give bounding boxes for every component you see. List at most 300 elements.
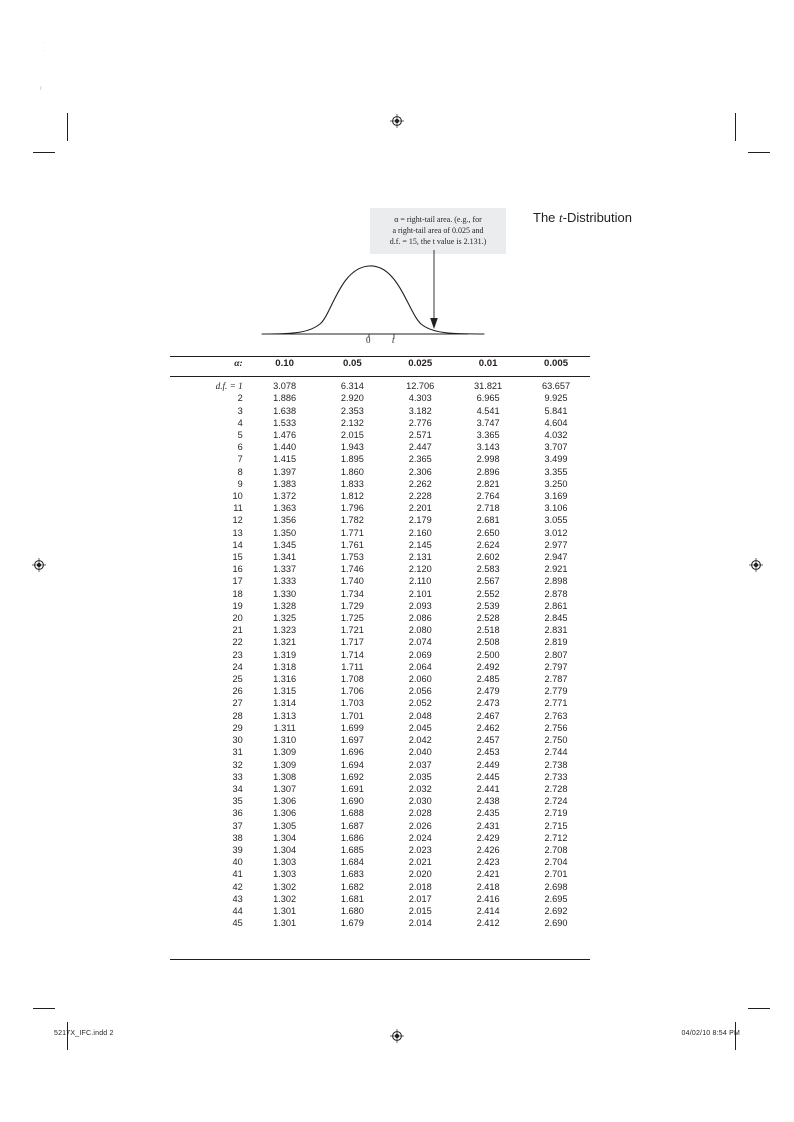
table-cell: 1.886 bbox=[273, 393, 297, 404]
table-cell: 31.821 bbox=[474, 381, 503, 392]
table-cell: 2.438 bbox=[476, 796, 500, 807]
table-cell: 1.356 bbox=[273, 515, 297, 526]
table-row bbox=[170, 795, 590, 807]
row-label: 4 bbox=[237, 417, 243, 428]
table-cell: 1.363 bbox=[273, 503, 297, 514]
table-cell: 2.539 bbox=[476, 600, 500, 611]
table-cell: 2.306 bbox=[408, 466, 432, 477]
table-row bbox=[170, 453, 590, 465]
table-cell: 2.583 bbox=[476, 564, 500, 575]
alpha-header-cell: α: bbox=[234, 358, 243, 369]
table-cell: 1.397 bbox=[273, 466, 297, 477]
table-row bbox=[170, 429, 590, 441]
row-label: 41 bbox=[232, 869, 243, 880]
row-label: 2 bbox=[237, 393, 243, 404]
table-cell: 1.309 bbox=[273, 759, 297, 770]
row-label: 30 bbox=[232, 735, 243, 746]
table-cell: 1.753 bbox=[340, 552, 364, 563]
row-label: 14 bbox=[232, 539, 243, 550]
table-cell: 1.679 bbox=[340, 918, 364, 929]
row-label: 25 bbox=[232, 674, 243, 685]
table-cell: 2.602 bbox=[476, 552, 500, 563]
table-cell: 3.499 bbox=[544, 454, 568, 465]
corner-artifact-3: r bbox=[40, 86, 42, 92]
table-cell: 2.552 bbox=[476, 588, 500, 599]
table-cell: 1.307 bbox=[273, 783, 297, 794]
row-label: 44 bbox=[232, 905, 243, 916]
registration-mark-bottom bbox=[390, 1029, 404, 1043]
table-cell: 2.492 bbox=[476, 661, 500, 672]
table-cell: 1.304 bbox=[273, 844, 297, 855]
table-cell: 1.734 bbox=[340, 588, 364, 599]
table-cell: 2.426 bbox=[476, 844, 500, 855]
table-cell: 2.500 bbox=[476, 649, 500, 660]
row-label: 35 bbox=[232, 796, 243, 807]
table-cell: 1.686 bbox=[340, 832, 364, 843]
table-cell: 1.708 bbox=[340, 674, 364, 685]
table-row bbox=[170, 539, 590, 551]
table-cell: 2.110 bbox=[409, 576, 432, 587]
table-cell: 1.308 bbox=[273, 771, 297, 782]
table-cell: 1.729 bbox=[340, 600, 364, 611]
table-cell: 2.179 bbox=[408, 515, 432, 526]
table-cell: 2.101 bbox=[408, 588, 432, 599]
table-cell: 2.921 bbox=[544, 564, 568, 575]
row-label: 11 bbox=[233, 503, 243, 514]
table-cell: 2.449 bbox=[476, 759, 500, 770]
table-cell: 1.319 bbox=[273, 649, 297, 660]
table-cell: 2.132 bbox=[340, 417, 364, 428]
table-cell: 2.457 bbox=[476, 735, 500, 746]
table-cell: 2.473 bbox=[476, 698, 500, 709]
table-cell: 2.201 bbox=[408, 503, 432, 514]
row-label: 34 bbox=[232, 783, 243, 794]
table-cell: 1.721 bbox=[340, 625, 364, 636]
table-cell: 1.717 bbox=[340, 637, 364, 648]
table-cell: 2.441 bbox=[476, 783, 500, 794]
row-label: 7 bbox=[237, 454, 243, 465]
table-header-row bbox=[170, 356, 590, 374]
row-label: 12 bbox=[232, 515, 243, 526]
table-cell: 2.701 bbox=[544, 869, 568, 880]
table-cell: 2.764 bbox=[476, 491, 500, 502]
table-cell: 1.303 bbox=[273, 869, 297, 880]
table-cell: 2.048 bbox=[408, 710, 432, 721]
row-label: 10 bbox=[232, 491, 243, 502]
table-row bbox=[170, 783, 590, 795]
row-label: 21 bbox=[232, 625, 243, 636]
table-cell: 2.045 bbox=[408, 722, 432, 733]
page-title bbox=[533, 210, 632, 226]
table-cell: 1.684 bbox=[340, 857, 364, 868]
table-cell: 1.341 bbox=[273, 552, 297, 563]
table-row bbox=[170, 575, 590, 587]
row-label: 37 bbox=[232, 820, 243, 831]
table-cell: 2.052 bbox=[408, 698, 432, 709]
table-row bbox=[170, 710, 590, 722]
row-label: 26 bbox=[232, 686, 243, 697]
table-cell: 9.925 bbox=[544, 393, 568, 404]
table-cell: 2.037 bbox=[408, 759, 432, 770]
table-cell: 2.771 bbox=[544, 698, 568, 709]
table-cell: 2.421 bbox=[476, 869, 500, 880]
table-cell: 2.015 bbox=[408, 905, 432, 916]
table-cell: 2.017 bbox=[408, 893, 432, 904]
table-cell: 2.035 bbox=[408, 771, 432, 782]
table-cell: 2.733 bbox=[544, 771, 568, 782]
table-cell: 2.064 bbox=[408, 661, 432, 672]
table-cell: 2.698 bbox=[544, 881, 568, 892]
table-cell: 3.182 bbox=[408, 405, 432, 416]
table-cell: 2.650 bbox=[476, 527, 500, 538]
table-cell: 1.714 bbox=[340, 649, 364, 660]
row-label: 39 bbox=[232, 844, 243, 855]
table-cell: 2.467 bbox=[476, 710, 500, 721]
table-cell: 1.321 bbox=[273, 637, 297, 648]
row-label: 27 bbox=[232, 698, 243, 709]
row-label: 13 bbox=[232, 527, 243, 538]
table-cell: 1.315 bbox=[273, 686, 297, 697]
row-label: 24 bbox=[232, 661, 243, 672]
table-row bbox=[170, 649, 590, 661]
table-cell: 2.845 bbox=[544, 613, 568, 624]
table-cell: 2.718 bbox=[476, 503, 500, 514]
table-cell: 1.309 bbox=[273, 747, 297, 758]
table-cell: 2.763 bbox=[544, 710, 568, 721]
table-row bbox=[170, 588, 590, 600]
table-cell: 2.021 bbox=[408, 857, 432, 868]
corner-artifact-1: · bbox=[42, 40, 44, 46]
table-cell: 1.638 bbox=[273, 405, 297, 416]
table-cell: 2.414 bbox=[476, 905, 500, 916]
registration-mark-top bbox=[390, 114, 404, 128]
callout-line-3: d.f. = 15, the t value is 2.131.) bbox=[389, 237, 487, 247]
table-cell: 2.069 bbox=[408, 649, 432, 660]
table-cell: 3.250 bbox=[544, 478, 568, 489]
table-cell: 2.977 bbox=[544, 539, 568, 550]
table-row bbox=[170, 563, 590, 575]
table-cell: 1.303 bbox=[273, 857, 297, 868]
table-cell: 2.819 bbox=[544, 637, 568, 648]
row-label: 40 bbox=[232, 857, 243, 868]
row-label: 17 bbox=[232, 576, 243, 587]
table-row bbox=[170, 759, 590, 771]
t-distribution-table bbox=[170, 356, 590, 929]
table-cell: 5.841 bbox=[544, 405, 568, 416]
table-cell: 1.325 bbox=[273, 613, 297, 624]
row-label: 16 bbox=[232, 564, 243, 575]
table-cell: 1.706 bbox=[340, 686, 364, 697]
row-label: 22 bbox=[232, 637, 243, 648]
table-cell: 6.965 bbox=[476, 393, 500, 404]
table-cell: 2.080 bbox=[408, 625, 432, 636]
row-label: 23 bbox=[232, 649, 243, 660]
row-label: d.f. = 1 bbox=[215, 381, 243, 392]
table-cell: 1.301 bbox=[273, 918, 297, 929]
table-cell: 2.416 bbox=[476, 893, 500, 904]
row-label: 28 bbox=[232, 710, 243, 721]
column-header-3: 0.01 bbox=[478, 358, 498, 369]
table-cell: 1.771 bbox=[340, 527, 364, 538]
row-label: 31 bbox=[232, 747, 243, 758]
table-row bbox=[170, 893, 590, 905]
table-cell: 1.694 bbox=[340, 759, 364, 770]
table-cell: 1.328 bbox=[273, 600, 297, 611]
table-cell: 2.060 bbox=[408, 674, 432, 685]
table-cell: 2.896 bbox=[476, 466, 500, 477]
row-label: 45 bbox=[232, 918, 243, 929]
footer-file-slug: 5217X_IFC.indd 2 bbox=[54, 1030, 114, 1037]
table-cell: 2.508 bbox=[476, 637, 500, 648]
crop-mark-right-top bbox=[748, 152, 770, 153]
table-row bbox=[170, 697, 590, 709]
table-cell: 2.518 bbox=[476, 625, 500, 636]
table-cell: 2.779 bbox=[544, 686, 568, 697]
table-cell: 1.703 bbox=[340, 698, 364, 709]
row-label: 18 bbox=[232, 588, 243, 599]
table-cell: 2.412 bbox=[476, 918, 500, 929]
table-cell: 2.898 bbox=[544, 576, 568, 587]
table-cell: 2.018 bbox=[408, 881, 432, 892]
table-cell: 1.682 bbox=[340, 881, 364, 892]
table-cell: 2.920 bbox=[340, 393, 364, 404]
table-cell: 2.567 bbox=[476, 576, 500, 587]
table-cell: 1.812 bbox=[340, 491, 364, 502]
table-cell: 2.093 bbox=[408, 600, 432, 611]
table-row bbox=[170, 636, 590, 648]
table-row bbox=[170, 490, 590, 502]
table-row bbox=[170, 685, 590, 697]
column-header-1: 0.05 bbox=[343, 358, 362, 369]
row-label: 3 bbox=[237, 405, 243, 416]
table-cell: 2.024 bbox=[408, 832, 432, 843]
table-cell: 2.423 bbox=[476, 857, 500, 868]
table-row bbox=[170, 881, 590, 893]
corner-artifact-2: · bbox=[42, 48, 44, 54]
table-row bbox=[170, 600, 590, 612]
table-cell: 2.040 bbox=[408, 747, 432, 758]
table-cell: 2.074 bbox=[408, 637, 432, 648]
table-cell: 3.707 bbox=[544, 442, 568, 453]
table-row bbox=[170, 832, 590, 844]
table-cell: 2.145 bbox=[408, 539, 432, 550]
table-cell: 1.683 bbox=[340, 869, 364, 880]
table-cell: 2.750 bbox=[544, 735, 568, 746]
table-row bbox=[170, 905, 590, 917]
registration-mark-left bbox=[32, 558, 46, 572]
row-label: 5 bbox=[237, 430, 243, 441]
table-cell: 2.998 bbox=[476, 454, 500, 465]
table-cell: 2.228 bbox=[408, 491, 432, 502]
table-row bbox=[170, 673, 590, 685]
table-cell: 3.106 bbox=[544, 503, 568, 514]
table-cell: 2.120 bbox=[408, 564, 432, 575]
table-cell: 1.761 bbox=[340, 539, 364, 550]
callout-line-1: α = right-tail area. (e.g., for bbox=[394, 215, 482, 224]
registration-mark-right bbox=[749, 558, 763, 572]
row-label: 8 bbox=[237, 466, 243, 477]
table-cell: 2.738 bbox=[544, 759, 568, 770]
table-cell: 1.746 bbox=[340, 564, 364, 575]
table-cell: 2.708 bbox=[544, 844, 568, 855]
table-cell: 1.330 bbox=[273, 588, 297, 599]
row-label: 33 bbox=[232, 771, 243, 782]
table-cell: 2.020 bbox=[408, 869, 432, 880]
table-cell: 2.807 bbox=[544, 649, 568, 660]
table-cell: 2.262 bbox=[408, 478, 432, 489]
table-cell: 4.604 bbox=[544, 417, 568, 428]
row-label: 29 bbox=[232, 722, 243, 733]
table-cell: 1.314 bbox=[273, 698, 297, 709]
table-cell: 1.943 bbox=[340, 442, 364, 453]
table-cell: 1.725 bbox=[340, 613, 364, 624]
table-cell: 2.728 bbox=[544, 783, 568, 794]
table-cell: 2.528 bbox=[476, 613, 500, 624]
table-row bbox=[170, 722, 590, 734]
table-cell: 1.301 bbox=[273, 905, 297, 916]
table-cell: 1.687 bbox=[340, 820, 364, 831]
table-row bbox=[170, 868, 590, 880]
table-cell: 2.787 bbox=[544, 674, 568, 685]
crop-mark-left-top bbox=[33, 152, 55, 153]
table-cell: 2.712 bbox=[544, 832, 568, 843]
footer-timestamp: 04/02/10 8:54 PM bbox=[681, 1030, 740, 1037]
table-cell: 1.688 bbox=[340, 808, 364, 819]
page-title-suffix: -Distribution bbox=[562, 210, 632, 225]
table-rule-bottom bbox=[170, 959, 590, 960]
table-cell: 1.796 bbox=[340, 503, 364, 514]
column-header-4: 0.005 bbox=[544, 358, 569, 369]
table-row bbox=[170, 380, 590, 392]
table-cell: 1.680 bbox=[340, 905, 364, 916]
table-cell: 1.690 bbox=[340, 796, 364, 807]
table-cell: 1.337 bbox=[273, 564, 297, 575]
table-cell: 1.302 bbox=[273, 893, 297, 904]
table-row bbox=[170, 612, 590, 624]
table-row bbox=[170, 734, 590, 746]
table-row bbox=[170, 502, 590, 514]
table-cell: 4.303 bbox=[408, 393, 432, 404]
table-row bbox=[170, 417, 590, 429]
table-cell: 1.692 bbox=[340, 771, 364, 782]
table-cell: 1.415 bbox=[273, 454, 297, 465]
table-cell: 3.143 bbox=[476, 442, 500, 453]
row-label: 36 bbox=[232, 808, 243, 819]
table-cell: 1.310 bbox=[273, 735, 297, 746]
table-cell: 2.028 bbox=[408, 808, 432, 819]
table-cell: 2.056 bbox=[408, 686, 432, 697]
row-label: 19 bbox=[232, 600, 243, 611]
column-header-2: 0.025 bbox=[408, 358, 433, 369]
table-cell: 2.831 bbox=[544, 625, 568, 636]
table-cell: 2.131 bbox=[408, 552, 432, 563]
table-cell: 6.314 bbox=[340, 381, 364, 392]
table-cell: 1.782 bbox=[340, 515, 364, 526]
table-cell: 2.624 bbox=[476, 539, 500, 550]
table-cell: 1.440 bbox=[273, 442, 297, 453]
table-row bbox=[170, 746, 590, 758]
table-cell: 2.014 bbox=[408, 918, 432, 929]
table-cell: 4.541 bbox=[476, 405, 500, 416]
table-cell: 1.860 bbox=[340, 466, 364, 477]
table-cell: 1.350 bbox=[273, 527, 297, 538]
table-cell: 3.055 bbox=[544, 515, 568, 526]
table-cell: 2.445 bbox=[476, 771, 500, 782]
table-cell: 2.719 bbox=[544, 808, 568, 819]
table-cell: 2.756 bbox=[544, 722, 568, 733]
table-cell: 2.160 bbox=[408, 527, 432, 538]
table-cell: 3.078 bbox=[273, 381, 297, 392]
table-row bbox=[170, 441, 590, 453]
table-cell: 2.030 bbox=[408, 796, 432, 807]
crop-mark-top-right bbox=[735, 113, 736, 141]
table-cell: 2.086 bbox=[408, 613, 432, 624]
table-cell: 3.012 bbox=[544, 527, 568, 538]
table-row bbox=[170, 466, 590, 478]
table-cell: 2.878 bbox=[544, 588, 568, 599]
column-header-0: 0.10 bbox=[275, 358, 294, 369]
table-cell: 2.704 bbox=[544, 857, 568, 868]
crop-mark-right-bottom bbox=[748, 1008, 770, 1009]
table-row bbox=[170, 392, 590, 404]
table-cell: 2.453 bbox=[476, 747, 500, 758]
table-cell: 1.311 bbox=[273, 722, 296, 733]
table-cell: 3.169 bbox=[544, 491, 568, 502]
crop-mark-top-left bbox=[67, 113, 68, 141]
table-cell: 2.429 bbox=[476, 832, 500, 843]
row-label: 38 bbox=[232, 832, 243, 843]
row-label: 9 bbox=[237, 478, 243, 489]
row-label: 32 bbox=[232, 759, 243, 770]
table-cell: 2.365 bbox=[408, 454, 432, 465]
table-row bbox=[170, 844, 590, 856]
table-cell: 1.895 bbox=[340, 454, 364, 465]
table-cell: 1.372 bbox=[273, 491, 297, 502]
table-cell: 2.715 bbox=[544, 820, 568, 831]
page-title-prefix: The bbox=[533, 210, 560, 225]
page-title-italic: t bbox=[559, 210, 563, 225]
table-row bbox=[170, 551, 590, 563]
table-cell: 1.313 bbox=[273, 710, 297, 721]
axis-label-zero: 0 bbox=[366, 335, 371, 345]
table-cell: 1.533 bbox=[273, 417, 297, 428]
table-row bbox=[170, 917, 590, 929]
table-cell: 1.691 bbox=[340, 783, 364, 794]
table-cell: 1.833 bbox=[340, 478, 364, 489]
table-cell: 1.306 bbox=[273, 796, 297, 807]
callout-line-2: a right-tail area of 0.025 and bbox=[392, 226, 484, 236]
table-row bbox=[170, 820, 590, 832]
table-cell: 1.323 bbox=[273, 625, 297, 636]
table-cell: 1.316 bbox=[273, 674, 297, 685]
table-cell: 2.744 bbox=[544, 747, 568, 758]
table-cell: 1.302 bbox=[273, 881, 297, 892]
table-cell: 2.797 bbox=[544, 661, 568, 672]
table-cell: 2.947 bbox=[544, 552, 568, 563]
table-cell: 2.690 bbox=[544, 918, 568, 929]
table-cell: 1.699 bbox=[340, 722, 364, 733]
table-cell: 3.355 bbox=[544, 466, 568, 477]
table-cell: 1.685 bbox=[340, 844, 364, 855]
table-cell: 63.657 bbox=[541, 381, 571, 392]
table-row bbox=[170, 856, 590, 868]
axis-label-t: t bbox=[392, 335, 395, 345]
table-row bbox=[170, 661, 590, 673]
table-cell: 2.023 bbox=[408, 844, 432, 855]
table-cell: 2.026 bbox=[408, 820, 432, 831]
table-cell: 2.681 bbox=[476, 515, 500, 526]
table-cell: 2.485 bbox=[476, 674, 500, 685]
